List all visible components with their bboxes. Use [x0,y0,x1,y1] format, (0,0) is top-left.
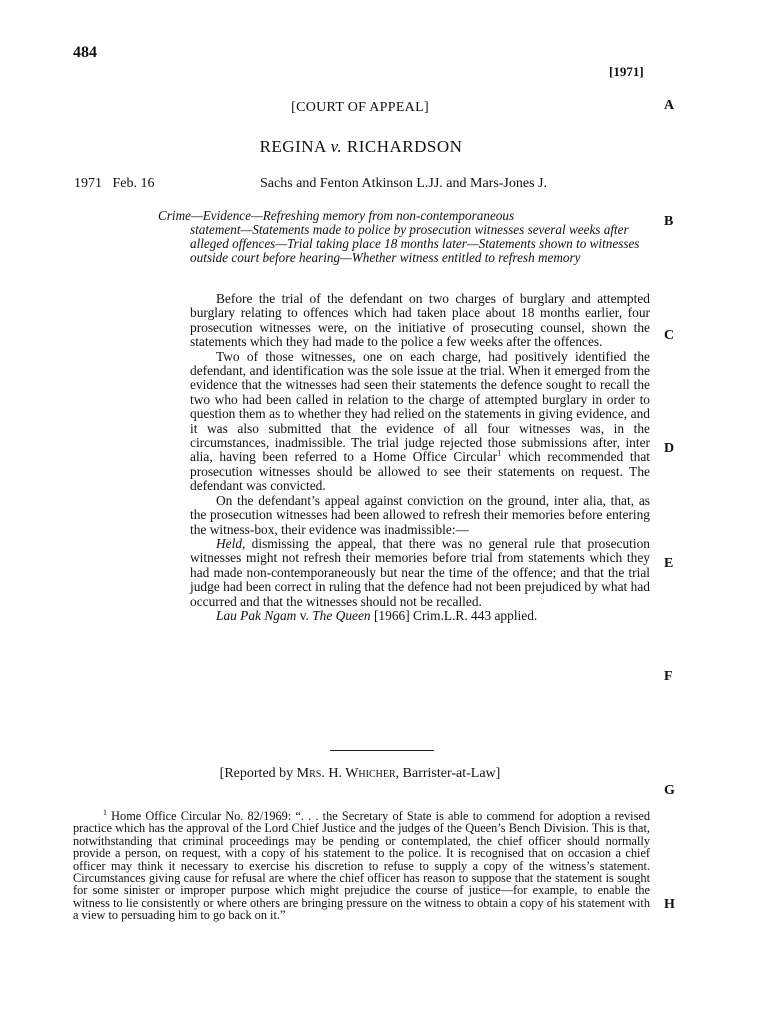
footnote-ref-1[interactable]: 1 [497,449,502,458]
headnote-para-4 [190,537,650,609]
case-title [0,137,722,157]
headnote-para-2 [190,350,650,494]
cited-case-party-2: The Queen [312,607,371,623]
hearing-day: Feb. 16 [112,176,155,191]
divider-rule [330,750,434,751]
margin-letter-g: G [664,783,675,798]
reported-by-prefix: [Reported by [219,766,297,781]
held-label: Held, [216,535,246,551]
headnote-para-5 [190,609,650,623]
cited-case-citation: [1966] Crim.L.R. 443 applied. [370,607,538,623]
case-title-party-2: RICHARDSON [342,137,463,156]
margin-letter-b: B [664,214,674,229]
reporter-name: Mrs. H. Whicher, [296,766,400,781]
catchwords-rest: statement—Statements made to police by prosecution witnesses several weeks after alleged offences—Trial taking place 18 months later—Statements shown to witnesses outside court before hearing—Whether witness entitled to refresh memory [190,222,640,265]
headnote [190,292,650,623]
case-title-party-1: REGINA [259,137,331,156]
catchwords [158,209,650,265]
headnote-para-2-b: which recommended that prosecution witnesses should be allowed to see their statements on request. The defendant was convicted. [190,449,650,494]
cited-case-v: v. [296,607,313,623]
held-text: dismissing the appeal, that there was no general rule that prosecution witnesses might not refresh their memories before trial from statements which they had made non-contemporaneously but near the time of the offence; and that the trial judge had been correct in ruling that the defence had not been prejudiced by what had occurred and that the witnesses should not be recalled. [190,535,650,609]
page-number: 484 [73,44,97,61]
reported-by [0,766,720,782]
headnote-para-1: Before the trial of the defendant on two charges of burglary and attempted burglary relating to offences which had taken place about 18 months earlier, four prosecution witnesses were, on the initiative of prosecuting counsel, shown the statements which they had made to the police a few weeks after the offences. [190,291,650,350]
footnote [73,807,650,923]
margin-letter-f: F [664,669,673,684]
judges-line: Sachs and Fenton Atkinson L.JJ. and Mars-Jones J. [260,176,547,191]
headnote-para-2-a: Two of those witnesses, one on each charge, had positively identified the defendant, and identification was the sole issue at the trial. When it emerged from the evidence that the witnesses had seen their statements the defence sought to recall the two who had been called in relation to the charge of attempted burglary in order to question them as to whether they had relied on the statements in giving evidence, and it was also submitted that the evidence of all four witnesses was, in the circumstances, inadmissible. The trial judge rejected those submissions after, inter alia, having been referred to a Home Office Circular [190,348,650,465]
reported-by-suffix: Barrister-at-Law] [399,766,501,781]
case-title-v: v. [330,137,343,156]
margin-letter-c: C [664,328,675,343]
footnote-text: Home Office Circular No. 82/1969: “. . . the Secretary of State is able to commend for adoption a revised practice which has the approval of the Lord Chief Justice and the judges of the Queen’s Bench Division. This is that, notwithstanding that criminal proceedings may be pending or contemplated, the chief officer should normally provide a person, on request, with a copy of his statement to the police. It is recognised that on occasion a chief officer may think it necessary to exercise his discretion to refuse to supply a copy of the witness’s statement. Circumstances giving cause for refusal are where the chief officer has reason to suppose that the statement is sought for some sinister or improper purpose which might prejudice the course of justice—for example, to enable the witness to lie consistently or where others are bringing pressure on the witness to obtain a copy of his statement with a view to persuading him to go back on it.” [73,809,650,923]
catchwords-line-1: Crime—Evidence—Refreshing memory from non-contemporaneous [158,208,515,223]
footnote-1 [73,807,650,923]
footnote-marker: 1 [103,807,107,817]
cited-case-party-1: Lau Pak Ngam [216,607,297,623]
hearing-date [74,176,155,192]
court-heading: [COURT OF APPEAL] [291,100,429,115]
margin-letter-e: E [664,556,674,571]
margin-letter-d: D [664,441,675,456]
year-bracket: [1971] [609,64,644,79]
headnote-para-3: On the defendant’s appeal against conviction on the ground, inter alia, that, as the prosecution witnesses had been allowed to refresh their memories before entering the witness-box, their evidence was inadmissible:— [190,492,650,537]
court-name: COURT OF APPEAL [296,100,424,115]
margin-letter-h: H [664,897,675,912]
margin-letter-a: A [664,98,675,113]
hearing-year: 1971 [74,176,102,191]
